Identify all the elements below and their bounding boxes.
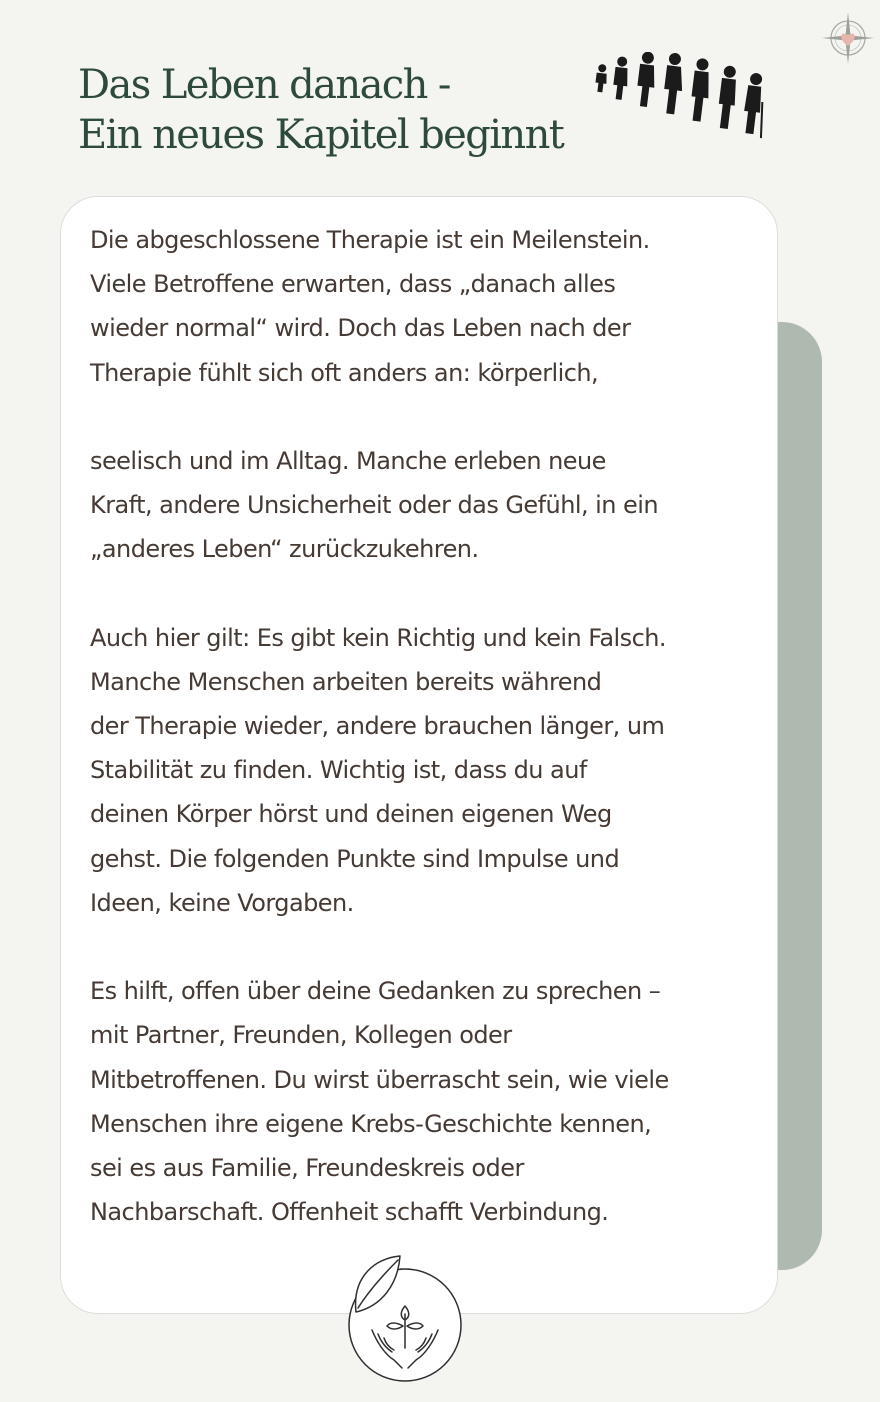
body-text-line: mit Partner, Freunden, Kollegen oder bbox=[90, 1021, 512, 1050]
body-text-line: Mitbetroffenen. Du wirst überrascht sein, wie viele bbox=[90, 1065, 669, 1094]
body-text-line: Viele Betroffene erwarten, dass „danach alles bbox=[90, 270, 616, 299]
body-text-line: Ideen, keine Vorgaben. bbox=[90, 888, 354, 917]
body-text-line: Manche Menschen arbeiten bereits während bbox=[90, 667, 602, 696]
body-text bbox=[90, 218, 770, 1234]
paragraph-gap bbox=[90, 572, 770, 616]
body-text-line: der Therapie wieder, andere brauchen länger, um bbox=[90, 712, 665, 741]
title-line-1: Das Leben danach - bbox=[78, 62, 450, 108]
body-text-line: sei es aus Familie, Freundeskreis oder bbox=[90, 1153, 524, 1182]
body-text-line: wieder normal“ wird. Doch das Leben nach der bbox=[90, 314, 631, 343]
paragraph-gap bbox=[90, 925, 770, 969]
life-stages-silhouettes-icon bbox=[580, 52, 780, 164]
compass-heart-icon bbox=[820, 10, 876, 66]
paragraph-gap bbox=[90, 395, 770, 439]
title-line-2: Ein neues Kapitel beginnt bbox=[78, 112, 564, 158]
body-text-line: „anderes Leben“ zurückzukehren. bbox=[90, 535, 479, 564]
page-title bbox=[78, 60, 563, 160]
body-text-line: Menschen ihre eigene Krebs-Geschichte kennen, bbox=[90, 1109, 652, 1138]
body-text-line: Stabilität zu finden. Wichtig ist, dass du auf bbox=[90, 756, 587, 785]
body-text-line: Auch hier gilt: Es gibt kein Richtig und kein Falsch. bbox=[90, 623, 666, 652]
body-text-line: Die abgeschlossene Therapie ist ein Meilenstein. bbox=[90, 226, 650, 254]
body-text-line: Kraft, andere Unsicherheit oder das Gefühl, in ein bbox=[90, 491, 658, 520]
body-text-line: deinen Körper hörst und deinen eigenen Weg bbox=[90, 800, 612, 829]
body-text-line: Es hilft, offen über deine Gedanken zu sprechen – bbox=[90, 977, 661, 1006]
hands-sprout-leaf-icon bbox=[342, 1250, 468, 1384]
body-text-line: Therapie fühlt sich oft anders an: körperlich, bbox=[90, 358, 599, 387]
body-text-line: seelisch und im Alltag. Manche erleben neue bbox=[90, 446, 606, 475]
body-text-line: Nachbarschaft. Offenheit schafft Verbindung. bbox=[90, 1198, 609, 1227]
body-text-line: gehst. Die folgenden Punkte sind Impulse und bbox=[90, 844, 620, 873]
